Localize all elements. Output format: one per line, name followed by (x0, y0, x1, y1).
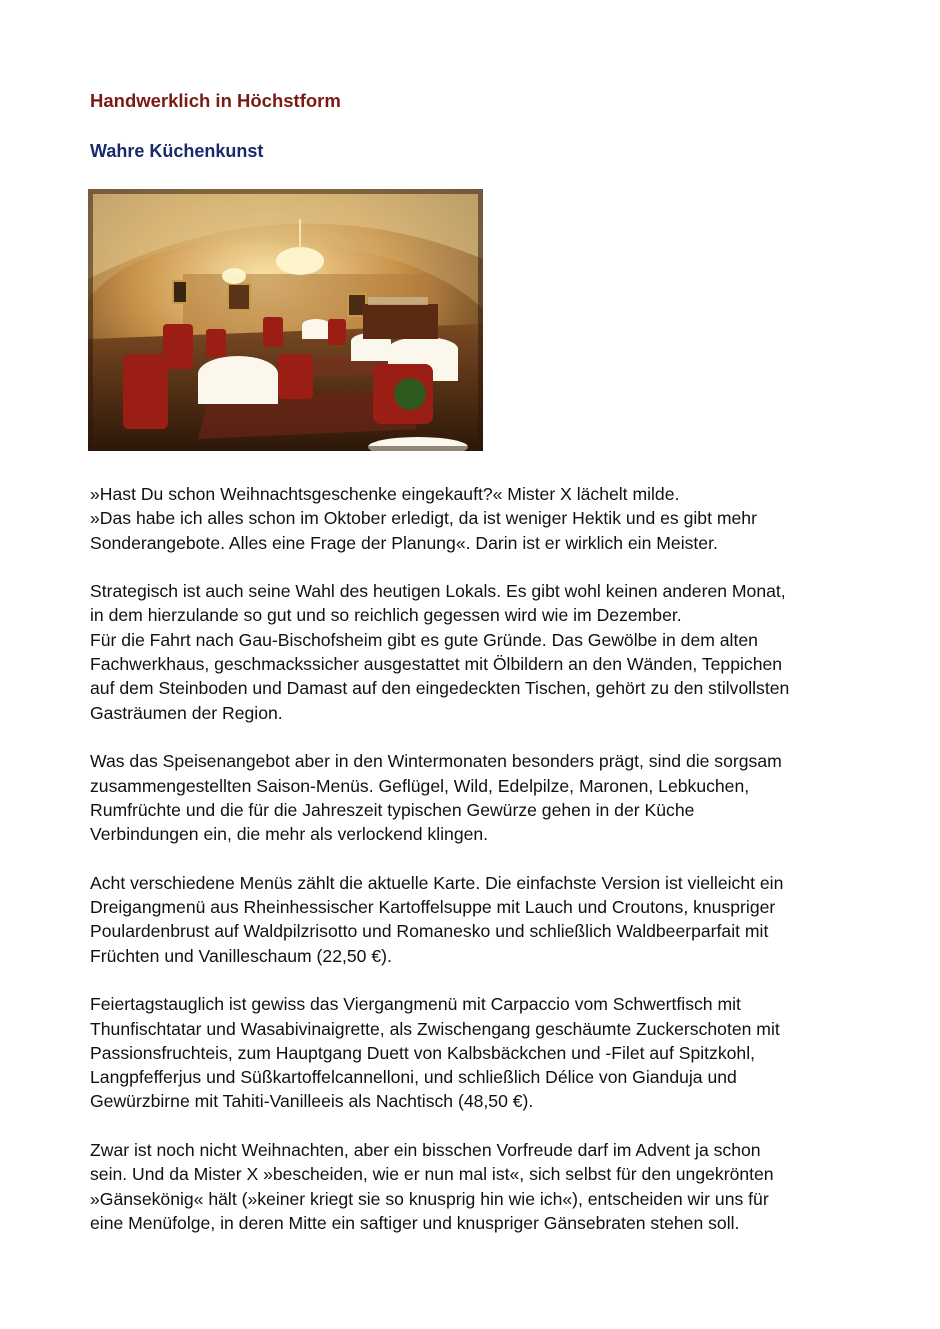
text-line: »Hast Du schon Weihnachtsgeschenke eingekauft?« Mister X lächelt milde. (90, 484, 680, 504)
text-line: Poulardenbrust auf Waldpilzrisotto und Romanesko und schließlich Waldbeerparfait mit (90, 921, 769, 942)
text-line: eine Menüfolge, in deren Mitte ein saftiger und knuspriger Gänsebraten stehen soll. (90, 1212, 740, 1233)
article-title: Handwerklich in Höchstform (90, 90, 341, 111)
text-line: Thunfischtatar und Wasabivinaigrette, als Zwischengang geschäumte Zuckerschoten mit (90, 1018, 780, 1039)
paragraph-4 (90, 871, 860, 968)
text-line: Gasträumen der Region. (90, 702, 283, 723)
text-line: Sonderangebote. Alles eine Frage der Planung«. Darin ist er wirklich ein Meister. (90, 532, 718, 553)
text-line: Früchten und Vanilleschaum (22,50 €). (90, 945, 392, 966)
paragraph-3 (90, 749, 860, 846)
paragraph-5 (90, 992, 860, 1113)
paragraph-2 (90, 579, 860, 725)
text-line: zusammengestellten Saison-Menüs. Geflügel, Wild, Edelpilze, Maronen, Lebkuchen, (90, 775, 750, 796)
text-line: Acht verschiedene Menüs zählt die aktuelle Karte. Die einfachste Version ist vielleicht ein (90, 872, 784, 893)
text-line: »Gänsekönig« hält (»keiner kriegt sie so knusprig hin wie ich«), entscheiden wir uns für (90, 1188, 769, 1209)
text-line: auf dem Steinboden und Damast auf den eingedeckten Tischen, gehört zu den stilvollsten (90, 678, 790, 699)
text-line: Fachwerkhaus, geschmackssicher ausgestattet mit Ölbildern an den Wänden, Teppichen (90, 654, 783, 675)
text-line: Gewürzbirne mit Tahiti-Vanilleeis als Nachtisch (48,50 €). (90, 1091, 534, 1112)
text-line: in dem hierzulande so gut und so reichlich gegessen wird wie im Dezember. (90, 605, 682, 626)
text-line: »Das habe ich alles schon im Oktober erledigt, da ist weniger Hektik und es gibt mehr (90, 508, 757, 529)
text-line: Für die Fahrt nach Gau-Bischofsheim gibt es gute Gründe. Das Gewölbe in dem alten (90, 629, 758, 650)
article-body (90, 482, 860, 1260)
text-line: Zwar ist noch nicht Weihnachten, aber ein bisschen Vorfreude darf im Advent ja schon (90, 1140, 761, 1161)
text-line: Feiertagstauglich ist gewiss das Viergangmenü mit Carpaccio vom Schwertfisch mit (90, 994, 741, 1015)
text-line: Passionsfruchteis, zum Hauptgang Duett von Kalbsbäckchen und -Filet auf Spitzkohl, (90, 1042, 756, 1063)
paragraph-1 (90, 482, 860, 555)
text-line: Verbindungen ein, die mehr als verlockend klingen. (90, 824, 489, 845)
article-subtitle: Wahre Küchenkunst (90, 141, 264, 161)
restaurant-vault-photo (88, 189, 483, 451)
text-line: Was das Speisenangebot aber in den Wintermonaten besonders prägt, sind die sorgsam (90, 751, 782, 772)
text-line: Strategisch ist auch seine Wahl des heutigen Lokals. Es gibt wohl keinen anderen Monat, (90, 581, 786, 602)
text-line: sein. Und da Mister X »bescheiden, wie er nun mal ist«, sich selbst für den ungekrönten (90, 1164, 774, 1185)
paragraph-6 (90, 1138, 860, 1235)
text-line: Dreigangmenü aus Rheinhessischer Kartoffelsuppe mit Lauch und Croutons, knuspriger (90, 897, 776, 918)
text-line: Langpfefferjus und Süßkartoffelcannelloni, und schließlich Délice von Gianduja und (90, 1067, 737, 1088)
text-line: Rumfrüchte und die für die Jahreszeit typischen Gewürze gehen in der Küche (90, 799, 695, 820)
